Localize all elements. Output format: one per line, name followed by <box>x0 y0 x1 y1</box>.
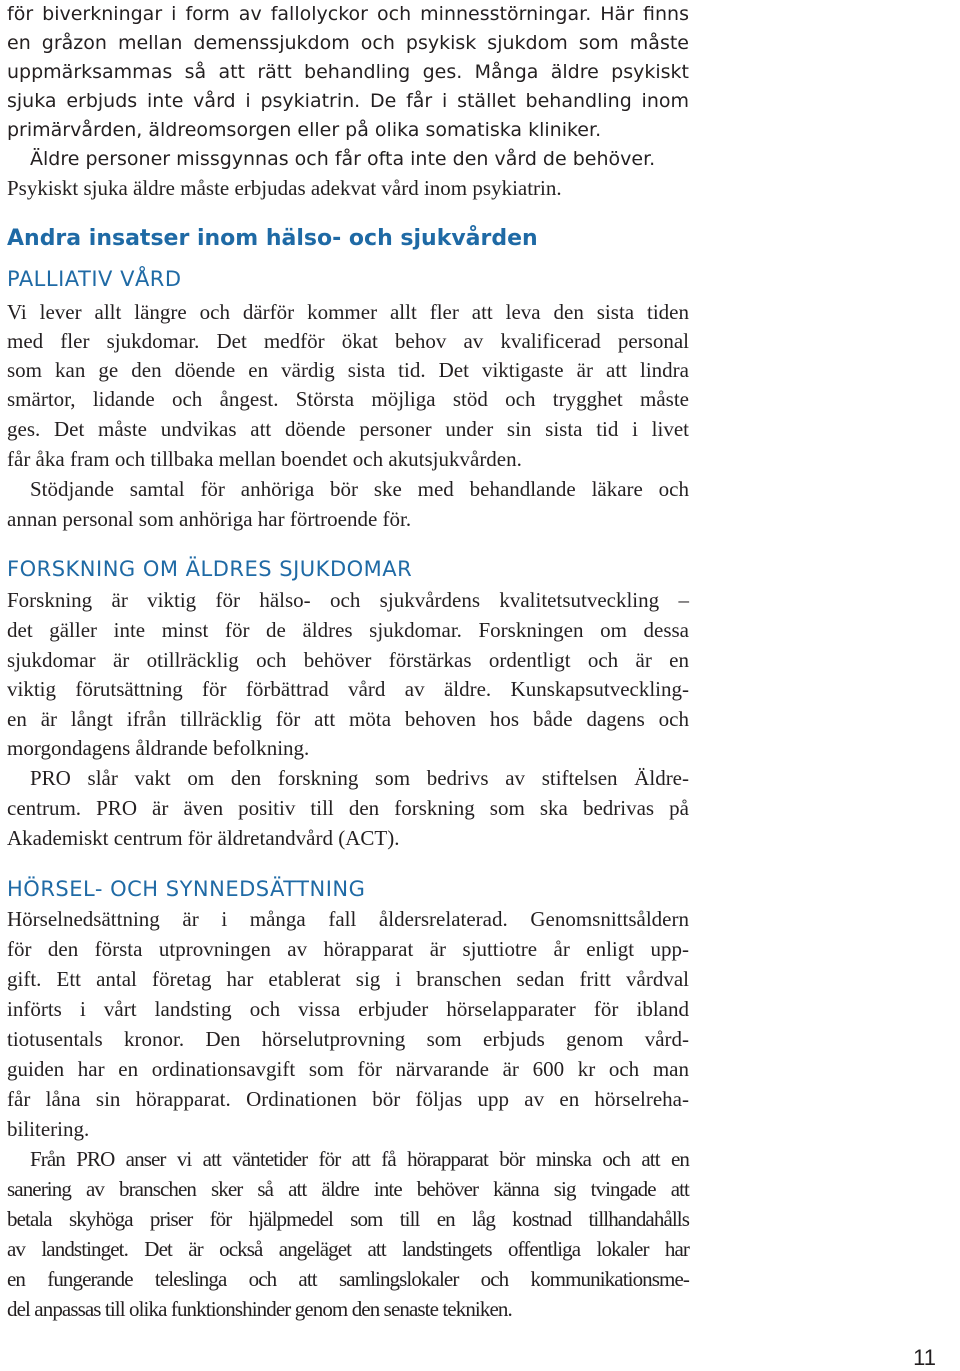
horsel-line-9: Från PRO anser vi att väntetider för att få hörapparat bör minska och att en <box>30 1147 689 1171</box>
intro-line-1: för biverkningar i form av fallolyckor och minnesstörningar. Här finns <box>7 3 689 25</box>
horsel-line-10: sanering av branschen sker så att äldre inte behöver känna sig tvingade att <box>7 1177 689 1201</box>
horsel-line-6: guiden har en ordinationsavgift som för närvarande är 600 kr och man <box>7 1057 689 1081</box>
horsel-line-1: Hörselnedsättning är i många fall åldersrelaterad. Genomsnittsåldern <box>7 907 689 931</box>
palliativ-line-8: annan personal som anhöriga har förtroende för. <box>7 507 412 531</box>
intro-line-6: Äldre personer missgynnas och får ofta inte den vård de behöver. <box>30 148 656 170</box>
forskning-heading: FORSKNING OM ÄLDRES SJUKDOMAR <box>7 557 413 581</box>
horsel-line-8: bilitering. <box>7 1117 90 1141</box>
intro-line-2: en gråzon mellan demenssjukdom och psykisk sjukdom som måste <box>7 32 689 54</box>
horsel-line-12: av landstinget. Det är också angeläget att landstingets offentliga lokaler har <box>7 1237 689 1261</box>
forskning-line-2: det gäller inte minst för de äldres sjukdomar. Forskningen om dessa <box>7 618 689 642</box>
intro-line-7: Psykiskt sjuka äldre måste erbjudas adekvat vård inom psykiatrin. <box>7 176 562 200</box>
palliativ-line-7: Stödjande samtal för anhöriga bör ske med behandlande läkare och <box>30 477 689 501</box>
forskning-line-9: Akademiskt centrum för äldretandvård (ACT). <box>7 826 400 850</box>
intro-line-5: primärvården, äldreomsorgen eller på olika somatiska kliniker. <box>7 119 602 141</box>
horsel-line-13: en fungerande teleslinga och att samlingslokaler och kommunikationsme- <box>7 1267 689 1291</box>
forskning-line-5: en är långt ifrån tillräcklig för att möta behoven hos både dagens och <box>7 707 689 731</box>
intro-line-3: uppmärksammas så att rätt behandling ges. Många äldre psykiskt <box>7 61 689 83</box>
horsel-line-2: för den första utprovningen av hörapparat är sjuttiotre år enligt upp- <box>7 937 689 961</box>
palliativ-line-5: ges. Det måste undvikas att döende personer under sin sista tid i livet <box>7 417 689 441</box>
forskning-line-3: sjukdomar är otillräcklig och behöver förstärkas ordentligt och är en <box>7 648 689 672</box>
palliativ-line-2: med fler sjukdomar. Det medför ökat behov av kvalificerad personal <box>7 329 689 353</box>
section-heading: Andra insatser inom hälso- och sjukvården <box>7 226 538 251</box>
forskning-line-4: viktig förutsättning för förbättrad vård av äldre. Kunskapsutveckling- <box>7 677 689 701</box>
palliativ-line-6: får åka fram och tillbaka mellan boendet och akutsjukvården. <box>7 447 522 471</box>
intro-line-4: sjuka erbjuds inte vård i psykiatrin. De får i stället behandling inom <box>7 90 689 112</box>
forskning-line-6: morgondagens åldrande befolkning. <box>7 736 310 760</box>
horsel-line-11: betala skyhöga priser för hjälpmedel som till en låg kostnad tillhandahålls <box>7 1207 689 1231</box>
horsel-line-4: införts i vårt landsting och vissa erbjuder hörselapparater för ibland <box>7 997 689 1021</box>
palliativ-line-4: smärtor, lidande och ångest. Största möjliga stöd och trygghet måste <box>7 387 689 411</box>
forskning-line-8: centrum. PRO är även positiv till den forskning som ska bedrivas på <box>7 796 689 820</box>
palliativ-line-3: som kan ge den döende en värdig sista tid. Det viktigaste är att lindra <box>7 358 689 382</box>
forskning-line-1: Forskning är viktig för hälso- och sjukvårdens kvalitetsutveckling – <box>7 588 689 612</box>
horsel-line-5: tiotusentals kronor. Den hörselutprovning som erbjuds genom vård- <box>7 1027 689 1051</box>
horsel-line-3: gift. Ett antal företag har etablerat sig i branschen sedan fritt vårdval <box>7 967 689 991</box>
forskning-line-7: PRO slår vakt om den forskning som bedrivs av stiftelsen Äldre- <box>30 766 689 790</box>
palliativ-line-1: Vi lever allt längre och därför kommer allt fler att leva den sista tiden <box>7 300 689 324</box>
palliativ-heading: PALLIATIV VÅRD <box>7 267 182 291</box>
horsel-heading: HÖRSEL- OCH SYNNEDSÄTTNING <box>7 877 366 901</box>
horsel-line-7: får låna sin hörapparat. Ordinationen bör följas upp av en hörselreha- <box>7 1087 689 1111</box>
page-number: 11 <box>913 1345 936 1370</box>
horsel-line-14: del anpassas till olika funktionshinder genom den senaste tekniken. <box>7 1297 512 1321</box>
